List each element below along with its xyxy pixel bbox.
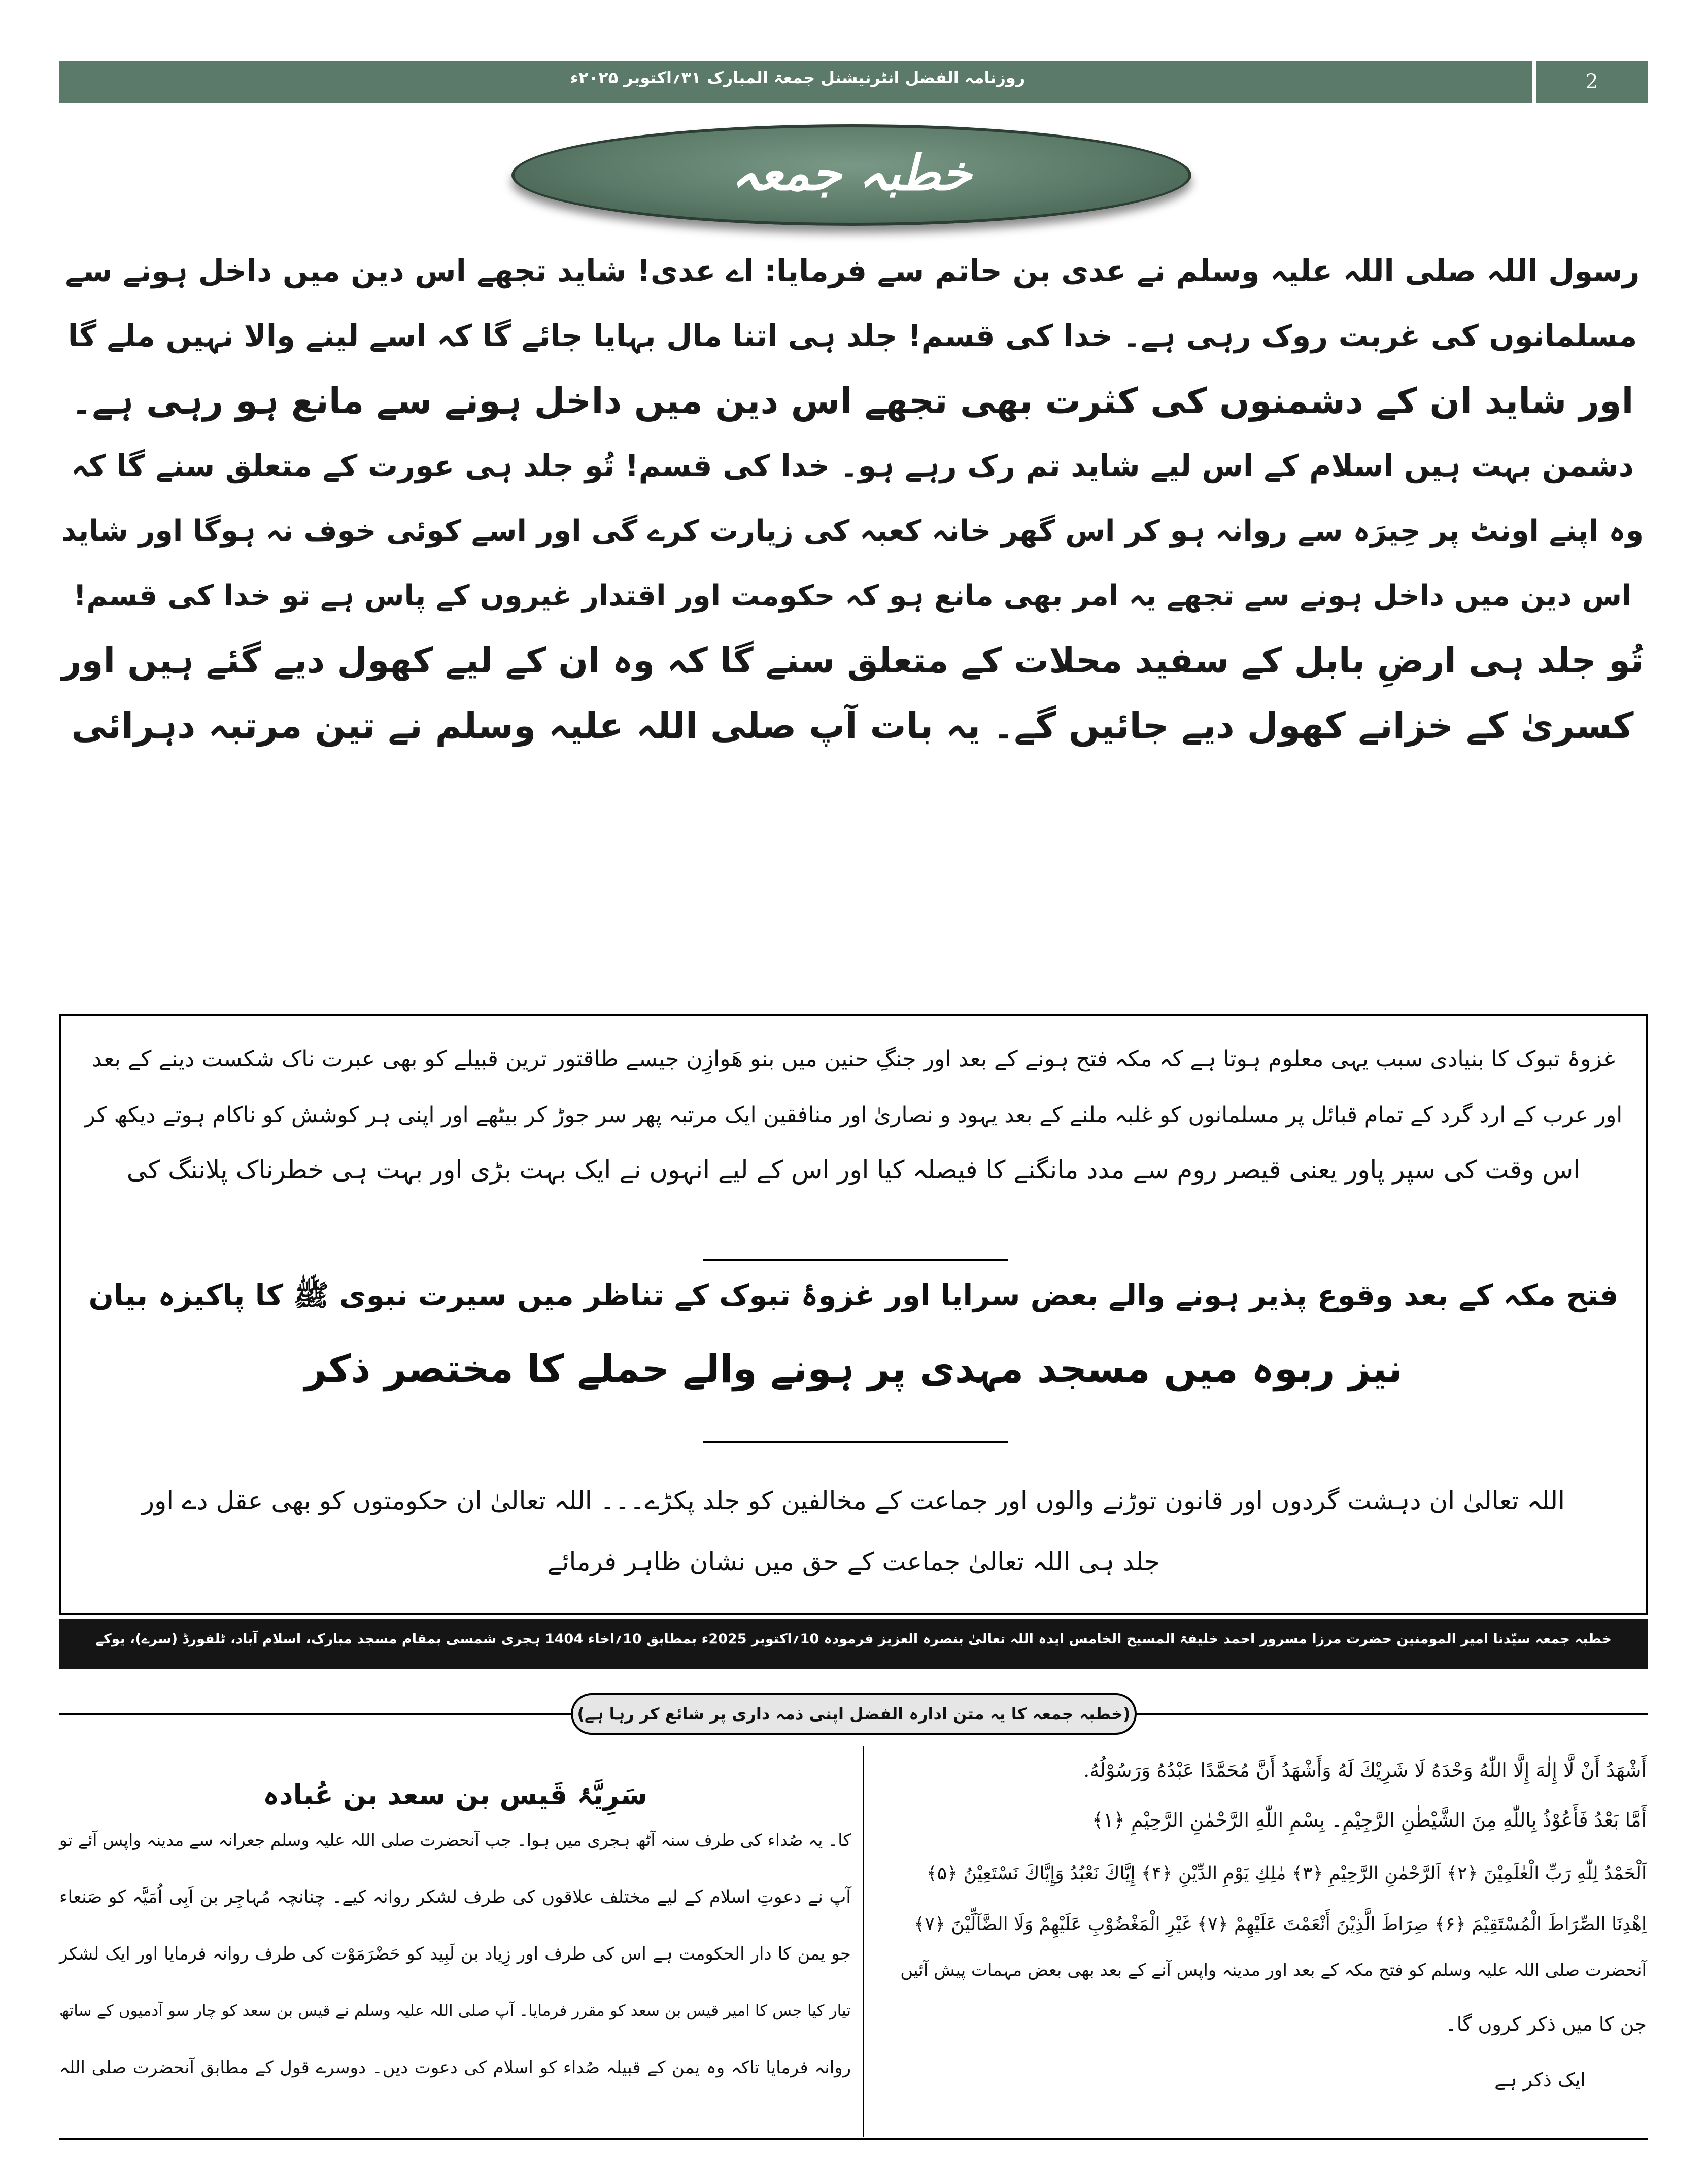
tashahhud-line: أَشْهَدُ أَنْ لَّا إِلٰهَ إِلَّا اللّٰهُ وَحْدَهُ لَا شَرِيْكَ لَهُ وَأَشْهَدُ أَنَّ مُحَمَّدًا عَبْدُهُ وَرَسُوْلُهُ. — [1083, 1759, 1647, 1781]
quote-line: وہ اپنے اونٹ پر حِیرَہ سے روانہ ہو کر اس گھر خانہ کعبہ کی زیارت کرے گی اور اسے کوئی خوف نہ ہوگا اور شاید — [61, 514, 1644, 548]
section-heading: سَرِیَّۂ قَیس بن سعد بن عُبادہ — [263, 1779, 647, 1811]
left-column — [59, 1746, 851, 2137]
body-line: کا۔ یہ صُداء کی طرف سنہ آٹھ ہجری میں ہوا۔ جب آنحضرت صلی اللہ علیہ وسلم جعرانہ سے مدینہ واپس آئے تو — [59, 1830, 851, 1850]
bottom-rule — [59, 2138, 1648, 2140]
header-separator — [1532, 61, 1536, 103]
quote-line: تُو جلد ہی ارضِ بابل کے سفید محلات کے متعلق سنے گا کہ وہ ان کے لیے کھول دیے گئے ہیں اور — [61, 640, 1644, 681]
summary-line: اور عرب کے ارد گرد کے تمام قبائل پر مسلمانوں کو غلبہ ملنے کے بعد یہود و نصاریٰ اور منافقین ایک مرتبہ پھر سر جوڑ کر بیٹھے اور اپنی ہر کوشش کو ناکام ہوتے دیکھ کر — [84, 1102, 1623, 1128]
body-line: تیار کیا جس کا امیر قیس بن سعد کو مقرر فرمایا۔ آپ صلی اللہ علیہ وسلم نے قیس بن سعد کو چار سو آدمیوں کے ساتھ — [59, 2002, 851, 2020]
header-bar — [59, 61, 1648, 103]
quote-line: اور شاید ان کے دشمنوں کی کثرت بھی تجھے اس دین میں داخل ہونے سے مانع ہو رہی ہے۔ — [71, 380, 1634, 422]
section-title: خطبہ جمعہ — [731, 145, 972, 201]
prayer-line: اللہ تعالیٰ ان دہشت گردوں اور قانون توڑنے والوں اور جماعت کے مخالفین کو جلد پکڑے۔۔۔ اللہ تعالیٰ ان حکومتوں کو بھی عقل دے اور — [142, 1486, 1565, 1515]
page-number: 2 — [1585, 70, 1598, 93]
body-line: جو یمن کا دار الحکومت ہے اس کی طرف اور زِیاد بن لَبِید کو حَضْرَمَوْت کی طرف روانہ فرمایا اور ایک لشکر — [59, 1944, 851, 1964]
sermon-credit: خطبہ جمعہ سیّدنا امیر المومنین حضرت مرزا مسرور احمد خلیفۃ المسیح الخامس ایدہ اللہ تعالیٰ بنصرہ العزیز فرمودہ 10؍اکتوبر 2025ء بمطابق 10؍اخاء 1404 ہجری شمسی بمقام مسجد مبارک، اسلام آباد، ٹلفورڈ (سرے)، یوکے — [95, 1631, 1612, 1647]
newspaper-dateline: روزنامہ الفضل انٹرنیشنل جمعۃ المبارک ۳۱؍اکتوبر ۲۰۲۵ء — [570, 68, 1026, 87]
section-title-badge — [511, 124, 1191, 226]
quote-line: اس دین میں داخل ہونے سے تجھے یہ امر بھی مانع ہو کہ حکومت اور اقتدار غیروں کے پاس ہے تو خدا کی قسم! — [73, 579, 1632, 613]
quote-line: مسلمانوں کی غربت روک رہی ہے۔ خدا کی قسم! جلد ہی اتنا مال بہایا جائے گا کہ اسے لینے والا نہیں ملے گا — [67, 318, 1637, 353]
sermon-headline: فتح مکہ کے بعد وقوع پذیر ہونے والے بعض سرایا اور غزوۂ تبوک کے تناظر میں سیرت نبوی ﷺ کا پاکیزہ بیان — [88, 1278, 1619, 1312]
prayer-line: جلد ہی اللہ تعالیٰ جماعت کے حق میں نشان ظاہر فرمائے — [547, 1547, 1160, 1576]
summary-line: غزوۂ تبوک کا بنیادی سبب یہی معلوم ہوتا ہے کہ مکہ فتح ہونے کے بعد اور جنگِ حنین میں بنو ھَوازِن جیسے طاقتور ترین قبیلے کو بھی عبرت ناک شکست دینے کے بعد — [92, 1046, 1615, 1072]
taawwuz-line: أَمَّا بَعْدُ فَأَعُوْذُ بِاللّٰهِ مِنَ الشَّيْطٰنِ الرَّجِيْمِ۔ بِسْمِ اللّٰهِ الرَّحْمٰنِ الرَّحِيْمِ ﴿۱﴾ — [1091, 1809, 1647, 1831]
summary-line: اس وقت کی سپر پاور یعنی قیصر روم سے مدد مانگنے کا فیصلہ کیا اور اس کے لیے انہوں نے ایک بہت بڑی اور بہت ہی خطرناک پلاننگ کی — [126, 1155, 1581, 1185]
divider-rule — [703, 1441, 1008, 1443]
sermon-headline: نیز ربوہ میں مسجد مہدی پر ہونے والے حملے کا مختصر ذکر — [304, 1346, 1403, 1391]
sermon-credit-bar — [59, 1619, 1648, 1669]
hadith-quote — [61, 239, 1644, 758]
column-divider — [863, 1746, 864, 2137]
divider-rule — [703, 1259, 1008, 1261]
right-column — [875, 1746, 1647, 2137]
quote-line: کسریٰ کے خزانے کھول دیے جائیں گے۔ یہ بات آپ صلی اللہ علیہ وسلم نے تین مرتبہ دہرائی — [71, 704, 1634, 747]
fatiha-line: اِهْدِنَا الصِّرَاطَ الْمُسْتَقِيْمَ ﴿۶﴾ صِرَاطَ الَّذِيْنَ أَنْعَمْتَ عَلَيْهِمْ ﴿۷﴾ غَيْرِ الْمَغْضُوْبِ عَلَيْهِمْ وَلَا الضَّآلِّيْنَ ﴿۷﴾ — [914, 1914, 1647, 1935]
quote-line: رسول اللہ صلی اللہ علیہ وسلم نے عدی بن حاتم سے فرمایا: اے عدی! شاید تجھے اس دین میں داخل ہونے سے — [65, 253, 1640, 288]
body-line: آپ نے دعوتِ اسلام کے لیے مختلف علاقوں کی طرف لشکر روانہ کیے۔ چنانچہ مُہاجِر بن اَبِی اُمَیَّہ کو صَنعاء — [59, 1887, 851, 1907]
body-line: جن کا میں ذکر کروں گا۔ — [1445, 2013, 1647, 2035]
body-line: روانہ فرمایا تاکہ وہ یمن کے قبیلہ صُداء کو اسلام کی دعوت دیں۔ دوسرے قول کے مطابق آنحضرت صلی اللہ — [59, 2058, 851, 2078]
fatiha-line: اَلْحَمْدُ لِلّٰهِ رَبِّ الْعٰلَمِيْنَ ﴿۲﴾ اَلرَّحْمٰنِ الرَّحِيْمِ ﴿۳﴾ مٰلِكِ يَوْمِ الدِّيْنِ ﴿۴﴾ إِيَّاكَ نَعْبُدُ وَإِيَّاكَ نَسْتَعِيْنُ ﴿۵﴾ — [926, 1863, 1647, 1884]
body-line: آنحضرت صلی اللہ علیہ وسلم کو فتح مکہ کے بعد اور مدینہ واپس آنے کے بعد بھی بعض مہمات پیش آئیں — [900, 1960, 1647, 1980]
quote-line: دشمن بہت ہیں اسلام کے اس لیے شاید تم رک رہے ہو۔ خدا کی قسم! تُو جلد ہی عورت کے متعلق سنے گا کہ — [71, 448, 1634, 483]
summary-box — [59, 1014, 1648, 1615]
publisher-notice: (خطبہ جمعہ کا یہ متن ادارہ الفضل اپنی ذمہ داری پر شائع کر رہا ہے) — [571, 1693, 1137, 1735]
body-line: ایک ذکر ہے — [1494, 2069, 1586, 2091]
